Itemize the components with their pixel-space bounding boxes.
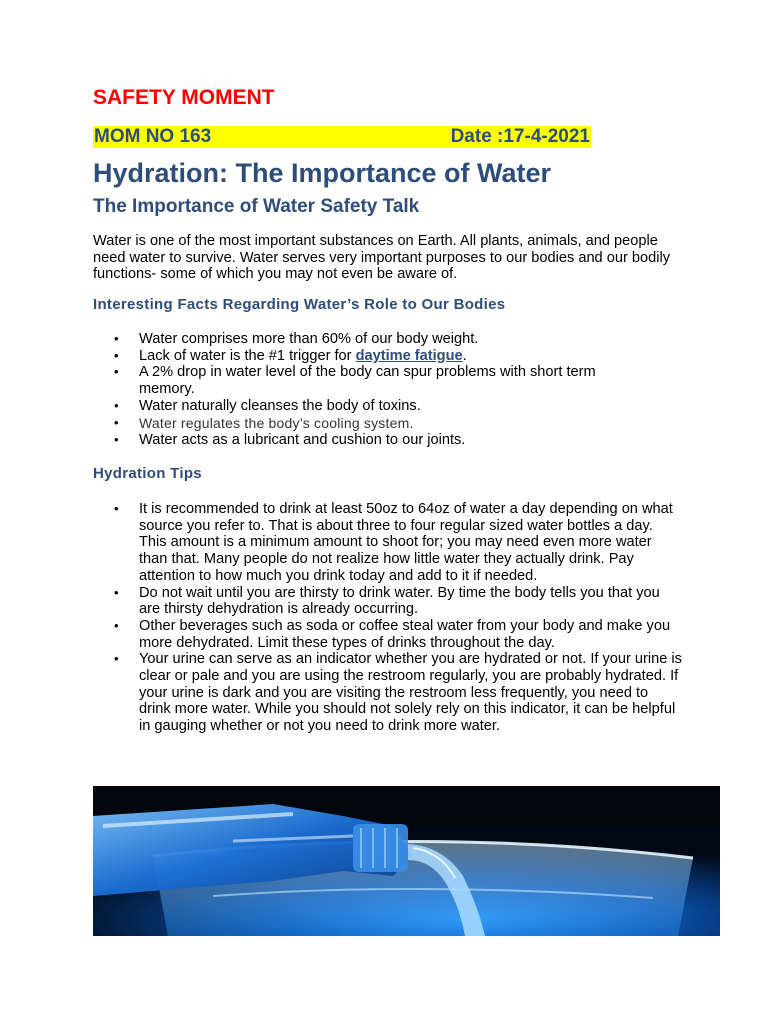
list-item: • Other beverages such as soda or coffee steal water from your body and make you more dehydrated. Limit these types of drinks throughout the day.	[93, 618, 683, 651]
list-item: • Water acts as a lubricant and cushion to our joints.	[93, 432, 653, 449]
mom-date: Date :17-4-2021	[450, 126, 590, 147]
page-title: Hydration: The Importance of Water	[93, 158, 552, 188]
list-item-text: Water regulates the body’s cooling system.	[139, 414, 414, 431]
list-item	[93, 348, 653, 365]
list-item	[93, 415, 653, 433]
facts-list	[93, 331, 653, 449]
facts-heading: Interesting Facts Regarding Water’s Role to Our Bodies	[93, 296, 506, 313]
daytime-fatigue-link[interactable]: daytime fatigue	[355, 347, 463, 364]
page-subtitle: The Importance of Water Safety Talk	[93, 196, 420, 217]
link-suffix: .	[462, 347, 467, 364]
water-pouring-image	[93, 786, 720, 936]
intro-paragraph: Water is one of the most important substances on Earth. All plants, animals, and people need water to survive. Water serves very important purposes to our bodies and our bodily functions- some of which you may not even be aware of.	[93, 233, 671, 282]
list-item: • Do not wait until you are thirsty to drink water. By time the body tells you that you are thirsty dehydration is already occurring.	[93, 585, 683, 618]
mom-number: MOM NO 163	[94, 126, 212, 147]
list-item: • Your urine can serve as an indicator whether you are hydrated or not. If your urine is clear or pale and you are using the restroom regularly, you are probably hydrated. If your urine is dark and you are visiting the restroom less frequently, you need to drink more water. While you should not solely rely on this indicator, it can be helpful in gauging whether or not you need to drink more water.	[93, 651, 683, 735]
tips-list	[93, 501, 683, 735]
mom-date-bar	[93, 126, 591, 148]
list-item: • It is recommended to drink at least 50oz to 64oz of water a day depending on what source you refer to. That is about three to four regular sized water bottles a day. This amount is a minimum amount to shoot for; you may need even more water than that. Many people do not realize how little water they actually drink. Pay attention to how much you drink today and add to it if needed.	[93, 501, 683, 585]
list-item: • A 2% drop in water level of the body can spur problems with short term memory.	[93, 364, 653, 397]
tips-heading: Hydration Tips	[93, 465, 202, 482]
list-item-text: Lack of water is the #1 trigger for	[139, 347, 356, 364]
safety-moment-title: SAFETY MOMENT	[93, 86, 275, 109]
list-item: • Water comprises more than 60% of our body weight.	[93, 331, 653, 348]
list-item: • Water naturally cleanses the body of toxins.	[93, 398, 653, 415]
